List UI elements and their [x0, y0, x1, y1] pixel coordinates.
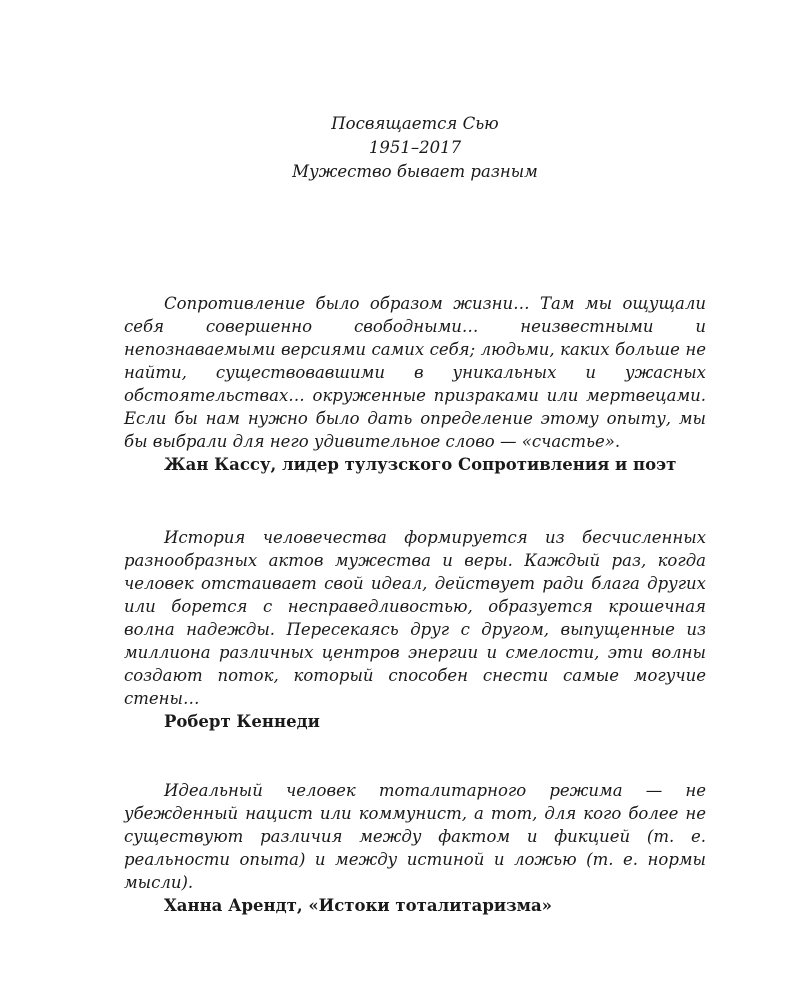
epigraph-arendt	[124, 779, 706, 918]
dedication-line: Посвящается Сью	[331, 114, 499, 133]
epigraph-text: История человечества формируется из бесчисленных разнообразных актов мужества и веры. Каждый раз, когда человек отстаивает свой идеал, действует ради блага других или борется с несправедливостью, образуется крошечная волна надежды. Пересекаясь друг с другом, выпущенные из миллиона различных центров энергии и смелости, эти волны создают поток, который способен снести самые могучие стены…	[124, 528, 706, 708]
dedication	[0, 112, 800, 184]
epigraph-author: Жан Кассу, лидер тулузского Сопротивления и поэт	[164, 455, 677, 474]
epigraph-cassou	[124, 292, 706, 477]
dedication-motto: Мужество бывает разным	[292, 162, 538, 181]
epigraph-text: Идеальный человек тоталитарного режима — не убежденный нацист или коммунист, а тот, для кого более не существуют различия между фактом и фикцией (т. е. реальности опыта) и между истиной и ложью (т. е. нормы мысли).	[124, 781, 706, 892]
epigraph-kennedy	[124, 526, 706, 734]
dedication-years: 1951–2017	[368, 138, 462, 157]
epigraph-author: Ханна Арендт, «Истоки тоталитаризма»	[164, 896, 552, 915]
epigraph-author: Роберт Кеннеди	[164, 712, 320, 731]
epigraph-text: Сопротивление было образом жизни… Там мы ощущали себя совершенно свободными… неизвестными и непознаваемыми версиями самих себя; людьми, каких больше не найти, существовавшими в уникальных и ужасных обстоятельствах… окруженные призраками или мертвецами. Если бы нам нужно было дать определение этому опыту, мы бы выбрали для него удивительное слово — «счастье».	[124, 294, 706, 451]
